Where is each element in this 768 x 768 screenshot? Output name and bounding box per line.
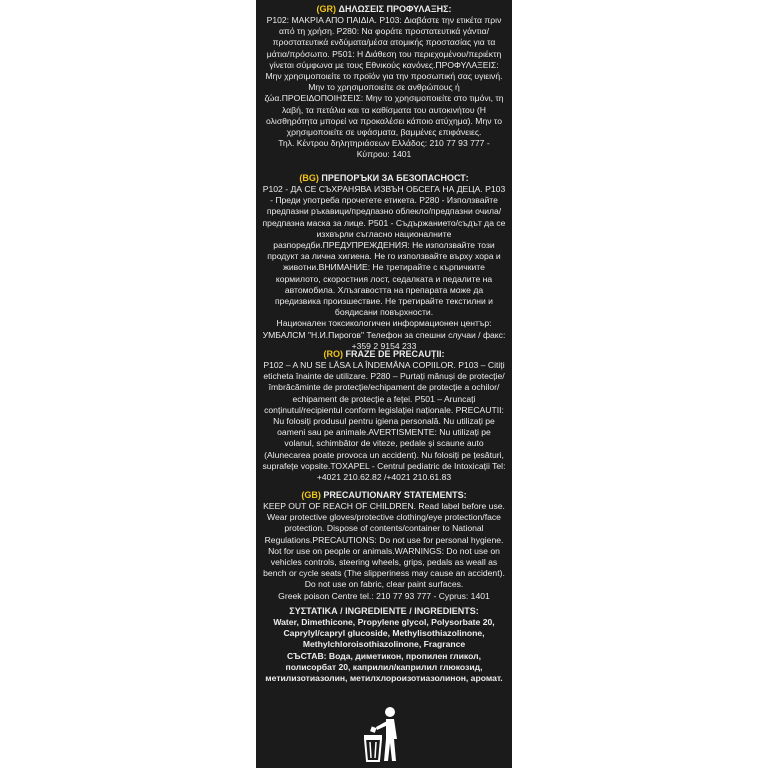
- section-footer: Τηλ. Κέντρου δηλητηριάσεων Ελλάδος: 210 77 93 777 - Κύπρου: 1401: [278, 138, 490, 160]
- ingredients-section: [262, 606, 506, 684]
- section-heading: ПРЕПОРЪКИ ЗА БЕЗОПАСНОСТ:: [321, 173, 469, 183]
- section-footer: Национален токсикологичен информационен център: УМБАЛСМ "Н.И.Пирогов" Телефон за спешни случаи / факс: +359 2 9154 233: [262, 318, 506, 351]
- ingredients-title: ΣΥΣΤΑΤΙΚΑ / INGREDIENTE / INGREDIENTS:: [289, 606, 479, 616]
- ingredients-list-en: Water, Dimethicone, Propylene glycol, Polysorbate 20, Caprylyl/capryl glucoside, Methylisothiazolinone, Methylchloroisothiazolinone, Fragrance: [273, 617, 495, 650]
- language-code: (BG): [299, 173, 319, 183]
- section-heading: ΔΗΛΩΣΕΙΣ ΠΡΟΦΥΛΑΞΗΣ:: [338, 4, 452, 14]
- language-code: (GB): [301, 490, 321, 500]
- ingredients-list-bg: СЪСТАВ: Вода, диметикон, пропилен гликол, полисорбат 20, каприлил/каприлил глюкозид, метилизотиазолин, метилхлороизотиазолинон, аромат.: [265, 650, 503, 684]
- section-text: P102: ΜΑΚΡΙΑ ΑΠΟ ΠΑΙΔΙΑ. P103: Διαβάστε την ετικέτα πριν από τη χρήση. P280: Να φοράτε προστατευτικά γάντια/προστατευτικά ενδύματα/μέσα ατομικής προστασίας για τα μάτια/πρόσωπο. P501: Η Διάθεση του περιεχομένου/περιέκτη γίνεται σύμφωνα με τους Εθνικούς κανόνες.ΠΡΟΦΥΛΑΞΕΙΣ: Μην χρησιμοποιείτε το προϊόν για την προσωπική σας υγιεινή. Μην το χρησιμοποιείτε σε ανθρώπους ή ζώα.ΠΡΟΕΙΔΟΠΟΙΗΣΕΙΣ: Μην το χρησιμοποιείτε στο τιμόνι, τη λαβή, τα πετάλια και τα καθίσματα του αυτοκινήτου (Η ολισθηρότητα μπορεί να προκαλέσει κάποιο ατύχημα). Μην το χρησιμοποιείτε σε υφάσματα, βαμμένες επιφάνειες.: [264, 15, 504, 138]
- tidyman-bin-icon: [362, 705, 406, 763]
- section-title: [262, 173, 506, 184]
- section-heading: PRECAUTIONARY STATEMENTS:: [323, 490, 467, 500]
- section-romanian: [262, 349, 506, 483]
- product-label-panel: [256, 0, 512, 768]
- section-footer: Greek poison Centre tel.: 210 77 93 777 - Cyprus: 1401: [278, 590, 490, 601]
- section-text: P102 - ДА СЕ СЪХРАНЯВА ИЗВЪН ОБСЕГА НА ДЕЦА. P103 - Преди употреба прочетете етикета. P280 - Използвайте предпазни ръкавици/предпазно облекло/предпазни очила/предпазна маска за лице. P501 - Съдържанието/съдът да се изхвърли съгласно националните разпоредби.ПРЕДУПРЕЖДЕНИЯ: Не използвайте този продукт за лична хигиена. Не го използвайте върху хора и животни.ВНИМАНИЕ: Не третирайте с кърпичките кормилото, скоростния лост, седалката и педалите на автомобила. Хлъзгавостта на препарата може да предизвика произшествие. Не третирайте текстилни и боядисани повърхности.: [262, 184, 506, 318]
- section-heading: FRAZE DE PRECAUȚII:: [345, 349, 445, 359]
- language-code: (GR): [316, 4, 336, 14]
- section-text: P102 – A NU SE LĂSA LA ÎNDEMÂNA COPIILOR. P103 – Citiți eticheta înainte de utilizare. P280 – Purtați mănuși de protecție/îmbrăcăminte de protecție/echipament de protecție a ochilor/ echipament de protecție a feței. P501 – Aruncați conținutul/recipientul conform legislației naționale. PRECAUTII: Nu folosiți produsul pentru igiena personală. Nu utilizați pe oameni sau pe animale.AVERTISMENTE: Nu utilizați pe volanul, schimbător de viteze, pedale și scaune auto (Alunecarea poate provoca un accident). Nu folosiți pe țesături, suprafețe vopsite.TOXAPEL - Centrul pediatric de Intoxicații Tel: +4021 210.62.82 /+4021 210.61.83: [262, 360, 506, 483]
- section-text: KEEP OUT OF REACH OF CHILDREN. Read label before use. Wear protective gloves/protective clothing/eye protection/face protection. Dispose of contents/container to National Regulations.PRECAUTIONS: Do not use for personal hygiene. Not for use on people or animals.WARNINGS: Do not use on vehicles controls, steering wheels, grips, pedals as weall as bench or cycle seats (The slipperiness may cause an accident). Do not use on fabric, clear paint surfaces.: [263, 501, 505, 590]
- section-bulgarian: [262, 173, 506, 352]
- section-title: [262, 4, 506, 15]
- section-greek: [262, 4, 506, 161]
- section-title: [262, 349, 506, 360]
- section-english: [262, 490, 506, 602]
- section-title: [262, 490, 506, 501]
- language-code: (RO): [323, 349, 343, 359]
